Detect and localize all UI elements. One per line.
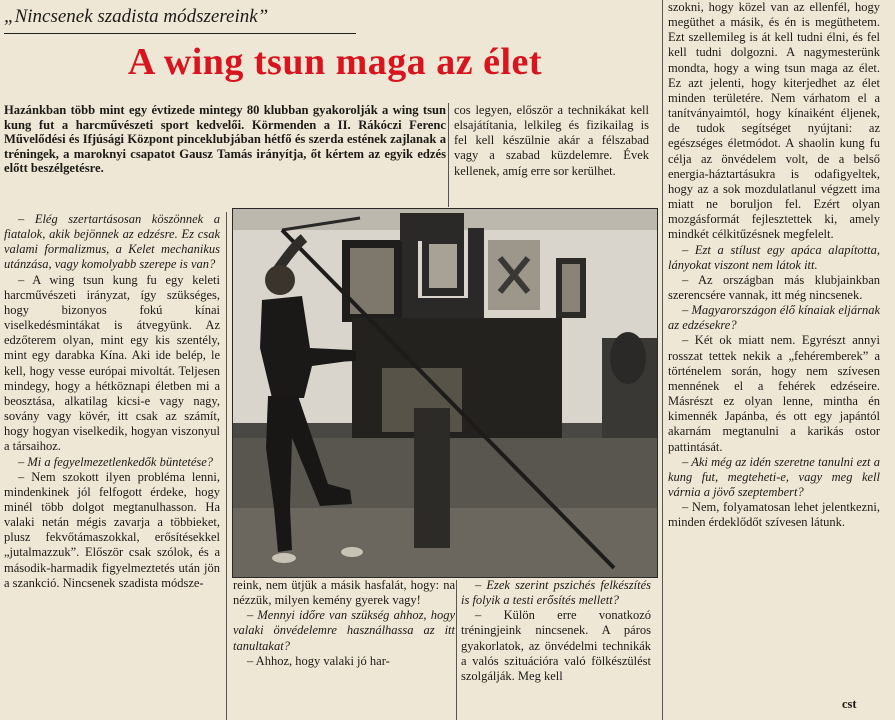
answer: – Ahhoz, hogy valaki jó har-: [247, 653, 390, 668]
answer: – Az országban más klubjainkban szerencsére vannak, itt még nincsenek.: [668, 272, 880, 302]
column-divider: [448, 103, 449, 207]
martial-artist-photo: [232, 208, 658, 578]
column-2: [454, 103, 649, 179]
column-3-bottom: [461, 578, 651, 684]
question: – Ezek szerint pszichés felkészítés is folyik a testi erősítés mellett?: [461, 578, 651, 608]
answer: – Külön erre vonatkozó tréningjeink nincsenek. A páros gyakorlatok, az önvédelmi technikák a valós szituációra való fölkészülést szolgálják. Meg kell: [461, 608, 651, 683]
column-3: [668, 0, 880, 530]
question: – Aki még az idén szeretne tanulni ezt a kung fut, megteheti-e, vagy meg kell várnia a jövő szeptembert?: [668, 454, 880, 499]
question: – Mennyi időre van szükség ahhoz, hogy valaki önvédelemre használhassa az itt tanultakat?: [233, 608, 455, 653]
column-2-bottom: [233, 578, 455, 669]
lead-paragraph: Hazánkban több mint egy évtizede mintegy 80 klubban gyakorolják a wing tsun kung fut a harcművészeti sport kedvelői. Körmenden a II. Rákóczi Ferenc Művelődési és Ifjúsági Központ pinceklubjában hétfő és szerda estének zajlanak a tréningek, a maroknyi csapatot Gausz Tamás irányítja, őt kértem az egyik edzés előtt beszélgetésre.: [4, 103, 446, 176]
question: – Ezt a stílust egy apáca alapította, lányokat viszont nem látok itt.: [668, 242, 880, 272]
question: – Magyarországon élő kínaiak eljárnak az edzésekre?: [668, 303, 880, 333]
answer: – Nem szokott ilyen probléma lenni, mindenkinek jól felfogott érdeke, hogy minél több dolgot megtanulhasson. Ha valaki netán mégis zavarja a többieket, plusz fekvőtámaszokkal, erősítésekkel „jutalmazzuk”. Először csak szólok, és a második-harmadik figyelmeztetés után jön a szankció. Nincsenek szadista módsze-: [4, 469, 220, 590]
column-divider: [226, 212, 227, 720]
answer: – Két ok miatt nem. Egyrészt annyi rosszat tettek nekik a „fehéremberek” a történelem során, hogy nem szívesen mennének el a fehérek edzéseire. Másrészt ez olyan lenne, mintha én kimennék Japánba, és ott egy japántól akarnám megtanulni a karikás ostor pattintását.: [668, 333, 880, 454]
column-divider: [456, 580, 457, 720]
answer-continued: szokni, hogy közel van az ellenfél, hogy megüthet a másik, és én is megüthetem. Ezt szellemileg is át kell tudni élni, és fel kell tudni dolgozni. A nagymesterünk mondta, hogy a wing tsun maga az élet. Ez azt jelenti, hogy kiterjedhet az élet minden területére. Nem várhatom el a tanítványaimtól, hogy kínaiként éljenek, de tudok segítséget nyújtani: az egészséges életmódot. A shaolin kung fu célja az önvédelem volt, de a belső energia-háztartásukra is odafigyeltek, hogy az a sok mozdulatlanul végzett ima miatt ne boruljon fel. Ezért olyan mozgásformát fejlesztettek ki, amely mindkét célkitűzésnek megfelelt.: [668, 0, 880, 242]
kicker: „Nincsenek szadista módszereink”: [4, 4, 356, 34]
question: – Elég szertartásosan köszönnek a fiatalok, akik bejönnek az edzésre. Ez csak valami formalizmus, a Kelet mechanikus utánzása, vagy komolyabb szerepe is van?: [4, 212, 220, 272]
answer-continued: reink, nem ütjük a másik hasfalát, hogy: na nézzük, milyen kemény gyerek vagy!: [233, 578, 455, 608]
answer: – A wing tsun kung fu egy keleti harcművészeti irányzat, így szükséges, hogy bizonyos fokú kínai viselkedésmintákat is átvegyünk. Az edzőterem olyan, mint egy kis szentély, mint egy darabka Kína. Aki ide belép, le kell, hogy vesse európai mivoltát. Teljesen mindegy, hogy a hétköznapi életben mi a beosztása, alkatilag kicsi-e vagy nagy, sovány vagy kövér, itt csak az számít, hogy hogyan viselkedik, hogyan viszonyul a társaihoz.: [4, 272, 220, 454]
column-1: [4, 212, 220, 591]
article-headline: A wing tsun maga az élet: [127, 41, 543, 83]
question: – Mi a fegyelmezetlenkedők büntetése?: [18, 454, 214, 469]
author-signature: cst: [842, 697, 857, 711]
article-photo: [232, 208, 658, 578]
column-divider: [662, 0, 663, 720]
answer: – Nem, folyamatosan lehet jelentkezni, minden érdeklődőt szívesen látunk.: [668, 500, 880, 530]
answer-continued: cos legyen, először a technikákat kell elsajátítania, lelkileg és fizikailag is fel kell készülnie akár a félszabad vagy a szabad küzdelemre. Évek kellenek, amíg erre sor kerülhet.: [454, 103, 649, 178]
